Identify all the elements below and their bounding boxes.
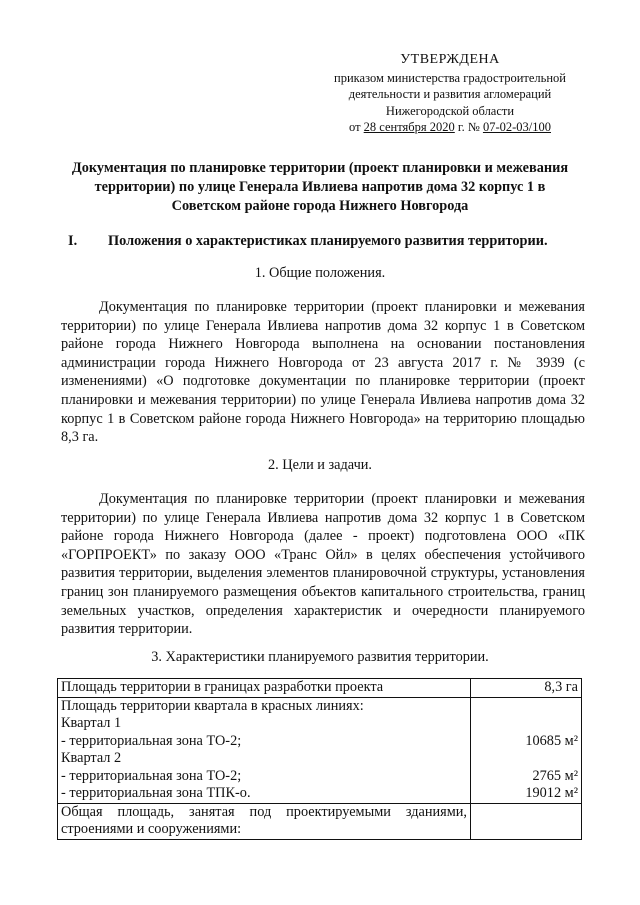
approval-line: приказом министерства градостроительной — [334, 70, 566, 85]
approval-number-label: г. № — [457, 120, 480, 134]
section-title: Положения о характеристиках планируемого развития территории. — [108, 233, 548, 249]
approval-number: 07-02-03/100 — [482, 120, 551, 134]
approval-date-line — [300, 119, 600, 136]
table-cell-label — [58, 697, 471, 803]
document-title-line: Документация по планировке территории (проект планировки и межевания — [71, 160, 569, 176]
table-cell-value — [471, 697, 582, 803]
table-row — [58, 697, 582, 803]
table-line: - территориальная зона ТПК-о. — [61, 785, 251, 801]
table-line: Квартал 1 — [61, 715, 122, 731]
table-row — [58, 679, 582, 698]
table-value: 2765 м² — [532, 767, 578, 784]
approval-title: УТВЕРЖДЕНА — [400, 52, 500, 67]
table-line: Общая площадь, занятая под проектируемыми зданиями, — [61, 803, 467, 820]
document-title-line: Советском районе города Нижнего Новгорода — [171, 198, 469, 214]
approval-line: Нижегородской области — [385, 103, 515, 118]
table-line: - территориальная зона ТО-2; — [61, 767, 242, 784]
subsection-general: 1. Общие положения. — [254, 265, 386, 281]
subsection-characteristics: 3. Характеристики планируемого развития территории. — [151, 649, 489, 665]
table-row — [58, 803, 582, 839]
table-line: - территориальная зона ТО-2; — [61, 732, 242, 749]
document-title-line: территории) по улице Генерала Ивлиева напротив дома 32 корпус 1 в — [94, 179, 546, 195]
table-line: строениями и сооружениями: — [61, 821, 242, 837]
table-value: 10685 м² — [525, 732, 578, 749]
subsection-goals: 2. Цели и задачи. — [267, 457, 372, 473]
table-value: 19012 м² — [525, 785, 578, 801]
table-line: Площадь территории квартала в красных линиях: — [61, 697, 364, 714]
section-heading — [68, 232, 598, 250]
characteristics-table — [57, 678, 582, 840]
document-title — [50, 159, 590, 216]
approval-stamp — [300, 52, 600, 136]
approval-date: 28 сентября 2020 — [363, 120, 455, 134]
approval-from: от — [348, 120, 361, 134]
table-cell-value: 8,3 га — [471, 679, 582, 698]
table-cell-label: Площадь территории в границах разработки проекта — [58, 679, 471, 698]
table-cell-label — [58, 803, 471, 839]
paragraph-goals: Документация по планировке территории (проект планировки и межевания территории) по улице Генерала Ивлиева напротив дома 32 корпус 1 в Советском районе города Нижнего Новгорода (далее - проект) подготовлена ООО «ПК «ГОРПРОЕКТ» по заказу ООО «Транс Ойл» в целях обеспечения устойчивого развития территории, выделения элементов планировочной структуры, установления границ зон планируемого размещения объектов капитального строительства, границ земельных участков, определения характеристик и очередности планируемого развития территории. — [61, 491, 585, 638]
section-number: I. — [68, 233, 78, 249]
table-cell-value — [471, 803, 582, 839]
table-line: Квартал 2 — [61, 750, 122, 766]
paragraph-general: Документация по планировке территории (проект планировки и межевания территории) по улице Генерала Ивлиева напротив дома 32 корпус 1 в Советском районе города Нижнего Новгорода выполнена на основании постановления администрации города Нижнего Новгорода от 23 августа 2017 г. № 3939 (с изменениями) «О подготовке документации по планировке территории (проект планировки и межевания территории) по улице Генерала Ивлиева напротив дома 32 корпус 1 в Советском районе города Нижнего Новгорода» на территорию площадью 8,3 га. — [61, 299, 585, 446]
approval-line: деятельности и развития агломераций — [348, 87, 552, 101]
